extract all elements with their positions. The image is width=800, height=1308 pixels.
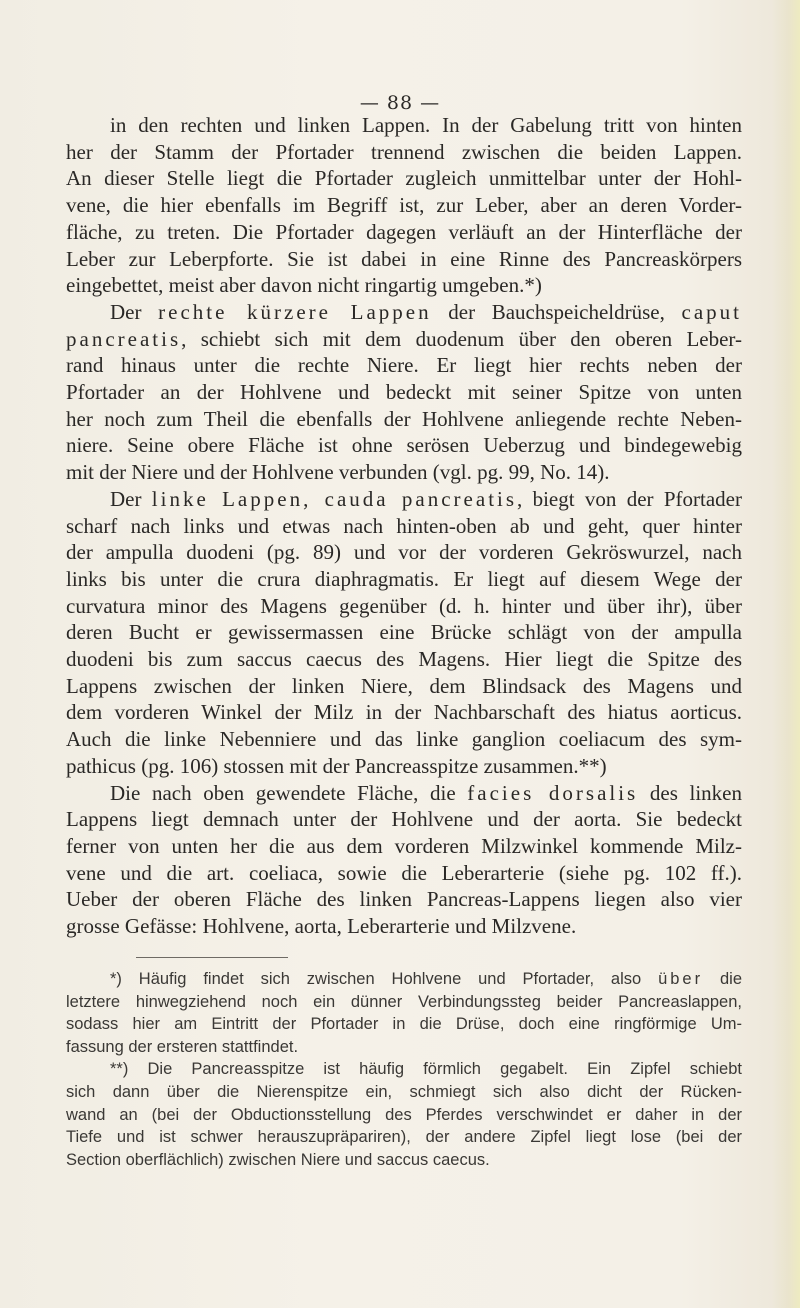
paragraph xyxy=(66,780,742,940)
text-line: fläche, zu treten. Die Pfortader dagegen verläuft an der Hinterfläche der xyxy=(66,219,742,244)
footnote-divider xyxy=(136,957,288,958)
text-line: scharf nach links und etwas nach hinten-oben ab und geht, quer hinter xyxy=(66,513,742,538)
text-line: pathicus (pg. 106) stossen mit der Pancreasspitze zusammen.**) xyxy=(66,753,607,778)
text-line: sodass hier am Eintritt der Pfortader in die Drüse, doch eine ringförmige Um- xyxy=(66,1015,742,1034)
text-segment: die xyxy=(703,970,742,988)
text-line xyxy=(66,486,742,513)
text-line: grosse Gefässe: Hohlvene, aorta, Leberarterie und Milzvene. xyxy=(66,914,577,939)
text-line xyxy=(66,968,742,991)
footnote xyxy=(66,968,742,1058)
text-segment: Die nach oben gewendete Fläche, die xyxy=(110,780,468,805)
text-line: sich dann über die Nierenspitze ein, schmiegt sich also dicht der Rücken- xyxy=(66,1082,742,1101)
text-line: Section oberflächlich) zwischen Niere und saccus caecus. xyxy=(66,1150,490,1169)
page-edge-shadow xyxy=(772,0,800,1308)
text-segment: des linken xyxy=(638,780,742,805)
spaced-term: facies dorsalis xyxy=(467,780,639,805)
paragraph xyxy=(66,486,742,780)
text-line xyxy=(66,780,742,807)
text-segment: Der xyxy=(110,486,152,511)
text-line: **) Die Pancreasspitze ist häufig förmlich gegabelt. Ein Zipfel schiebt xyxy=(110,1060,742,1079)
text-line: vene, die hier ebenfalls im Begriff ist, zur Leber, aber an deren Vorder- xyxy=(66,193,742,218)
paragraph xyxy=(66,112,742,299)
text-segment: , biegt von der Pfortader xyxy=(517,486,742,511)
text-line: dem vorderen Winkel der Milz in der Nachbarschaft des hiatus aorticus. xyxy=(66,700,742,725)
paragraph xyxy=(66,299,742,486)
text-line: duodeni bis zum saccus caecus des Magens. Hier liegt die Spitze des xyxy=(66,647,742,672)
spaced-term: linke Lappen, cauda pancreatis xyxy=(151,486,518,511)
spaced-term: pancreatis xyxy=(66,326,182,351)
text-line: in den rechten und linken Lappen. In der Gabelung tritt von hinten xyxy=(110,113,742,137)
text-line: letztere hinwegziehend noch ein dünner Verbindungssteg beider Pancreaslappen, xyxy=(66,992,742,1011)
text-line: fassung der ersteren stattfindet. xyxy=(66,1037,299,1056)
spaced-term: über xyxy=(658,970,704,988)
spaced-term: rechte kürzere Lappen xyxy=(158,299,432,324)
text-line: vene und die art. coeliaca, sowie die Leberarterie (siehe pg. 102 ff.). xyxy=(66,860,742,885)
text-line xyxy=(66,326,742,353)
text-line: mit der Niere und der Hohlvene verbunden (vgl. pg. 99, No. 14). xyxy=(66,460,610,485)
main-text xyxy=(66,112,742,940)
text-segment: *) Häufig findet sich zwischen Hohlvene und Pfortader, also xyxy=(110,970,659,988)
text-line: Lappens liegt demnach unter der Hohlvene und der aorta. Sie bedeckt xyxy=(66,807,742,832)
text-line: der ampulla duodeni (pg. 89) und vor der vorderen Gekröswurzel, nach xyxy=(66,540,742,565)
text-line: eingebettet, meist aber davon nicht ringartig umgeben.*) xyxy=(66,273,542,298)
text-segment: Der xyxy=(110,299,159,324)
text-line: niere. Seine obere Fläche ist ohne serösen Ueberzug und bindegewebig xyxy=(66,433,742,458)
text-line: Ueber der oberen Fläche des linken Pancreas-Lappens liegen also vier xyxy=(66,887,742,912)
text-line: Leber zur Leberpforte. Sie ist dabei in eine Rinne des Pancreaskörpers xyxy=(66,246,742,271)
text-line: Tiefe und ist schwer herauszupräpariren), der andere Zipfel liegt lose (bei der xyxy=(66,1128,742,1147)
text-line: links bis unter die crura diaphragmatis. Er liegt auf diesem Wege der xyxy=(66,566,742,591)
spaced-term: caput xyxy=(681,299,742,324)
text-line: curvatura minor des Magens gegenüber (d. h. hinter und über ihr), über xyxy=(66,593,742,618)
text-line: Lappens zwischen der linken Niere, dem Blindsack des Magens und xyxy=(66,673,742,698)
footnotes xyxy=(66,968,742,1171)
page-number: — 88 — xyxy=(359,92,441,114)
text-line: rand hinaus unter die rechte Niere. Er liegt hier rechts neben der xyxy=(66,353,742,378)
text-segment: der Bauchspeicheldrüse, xyxy=(431,299,682,324)
text-line xyxy=(66,299,742,326)
text-line: her der Stamm der Pfortader trennend zwischen die beiden Lappen. xyxy=(66,139,742,164)
footnote xyxy=(66,1058,742,1171)
text-line: deren Bucht er gewissermassen eine Brücke schlägt von der ampulla xyxy=(66,620,742,645)
text-line: ferner von unten her die aus dem vorderen Milzwinkel kommende Milz- xyxy=(66,833,742,858)
text-line: her noch zum Theil die ebenfalls der Hohlvene anliegende rechte Neben- xyxy=(66,406,742,431)
text-segment: , schiebt sich mit dem duodenum über den oberen Leber- xyxy=(181,326,742,351)
text-line: Pfortader an der Hohlvene und bedeckt mit seiner Spitze von unten xyxy=(66,380,742,405)
text-line: Auch die linke Nebenniere und das linke ganglion coeliacum des sym- xyxy=(66,727,742,752)
text-line: wand an (bei der Obductionsstellung des Pferdes verschwindet er daher in der xyxy=(66,1105,742,1124)
text-line: An dieser Stelle liegt die Pfortader zugleich unmittelbar unter der Hohl- xyxy=(66,166,742,191)
